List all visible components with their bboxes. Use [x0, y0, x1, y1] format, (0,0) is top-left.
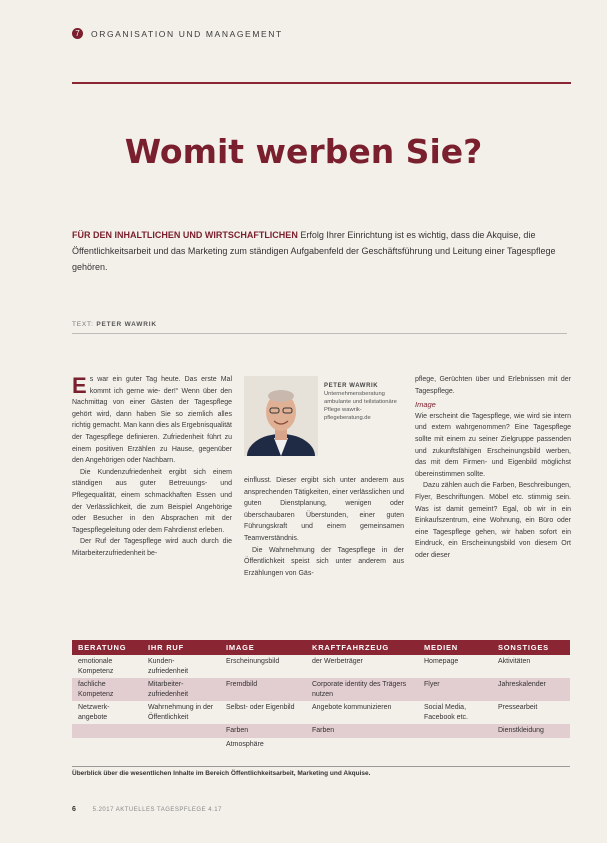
- table-header-cell: BERATUNG: [72, 640, 142, 655]
- issue-info: 5.2017 AKTUELLES TAGESPFLEGE 4.17: [92, 807, 222, 813]
- table-cell: [72, 724, 142, 738]
- table-cell: Aktivitäten: [498, 658, 531, 665]
- body-column-1: [72, 374, 232, 560]
- table-header-row: [72, 640, 570, 655]
- author-name: PETER WAWRIK: [96, 321, 157, 328]
- overview-table: [72, 640, 570, 751]
- table-caption: Überblick über die wesentlichen Inhalte im Bereich Öffentlichkeitsarbeit, Marketing und Akquise.: [72, 770, 371, 777]
- page-number: 6: [72, 806, 77, 813]
- author-photo: [244, 376, 318, 456]
- body-column-3: [415, 374, 571, 562]
- table-cell: Jahreskalender: [492, 678, 570, 701]
- table-cell: [142, 738, 220, 752]
- table-row: [72, 701, 570, 724]
- author-line: [72, 321, 157, 328]
- lead-kicker: FÜR DEN INHALTLICHEN UND WIRTSCHAFTLICHEN: [72, 230, 298, 240]
- paragraph: s war ein guter Tag heute. Das erste Mal kommt ich gerne wie- der!“ Wenn über den Nachmittag von einer Gästen der Tagespflege gehört wird, dann haben Sie so ziemlich alles richtig gemacht. Man kann dies als Ergebnisqualität der Tagespflege definieren. Zufriedenheit führt zu einem positiven Erzählen zu Hause, gegenüber den Angehörigen oder Nachbarn.: [72, 376, 232, 465]
- table-cell: der Werbeträger: [312, 658, 363, 665]
- table-cell: Corporate identity des Trägers nutzen: [306, 678, 418, 701]
- caption-rule: [72, 766, 570, 767]
- table-cell: emotionale Kompetenz: [78, 658, 114, 675]
- lead-text: Erfolg Ihrer Einrichtung ist es wichtig, dass die Akquise, die Öffentlichkeitsarbeit und das Marketing zum ständigen Aufgabenfeld der Geschäftsführung und Leitung einer Tagespflege gehören.: [72, 230, 556, 272]
- table-cell: Dienstkleidung: [492, 724, 570, 738]
- table-row: [72, 724, 570, 738]
- table-cell: Kunden- zufriedenheit: [148, 658, 189, 675]
- author-bio: [324, 382, 404, 422]
- table-cell: Farben: [306, 724, 418, 738]
- paragraph: einflusst. Dieser ergibt sich unter anderem aus ansprechenden Tätigkeiten, einer verlässlichen und guten Dienstplanung, wenigen oder überschaubaren Überstunden, einer guten Führungskraft und einem gemeinsamen Teamverständnis.: [244, 477, 404, 542]
- table-cell: Angebote kommunizieren: [312, 704, 392, 711]
- table-cell: [306, 738, 418, 752]
- table-cell: [418, 738, 492, 752]
- table-row: [72, 678, 570, 701]
- table-cell: fachliche Kompetenz: [72, 678, 142, 701]
- table-header-cell: SONSTIGES: [492, 640, 570, 655]
- table-cell: [492, 738, 570, 752]
- table-header-cell: IHR RUF: [142, 640, 220, 655]
- paragraph: Die Kundenzufriedenheit ergibt sich einem ständigen aus guter Betreuungs- und Pflegequalität, einem schmackhaften Essen und der Verlässlichkeit, die zum Beispiel Angehörige oder Besucher in den Absprachen mit der Tagespflegeleitung oder dem Fahrdienst erleben.: [72, 468, 232, 534]
- table-cell: Flyer: [418, 678, 492, 701]
- author-rule: [72, 333, 567, 334]
- table-row: [72, 655, 570, 678]
- paragraph: Die Wahrnehmung der Tagespflege in der Öffentlichkeit speist sich unter anderem aus Erzählungen von Gäs-: [244, 546, 404, 577]
- table-cell: Wahrnehmung in der Öffentlichkeit: [148, 704, 214, 721]
- table-header-cell: KRAFTFAHRZEUG: [306, 640, 418, 655]
- bio-text: Unternehmensberatung ambulante und teilstationäre Pflege wawrik-pflegeberatung.de: [324, 391, 397, 421]
- paragraph: Der Ruf der Tagespflege wird auch durch die Mitarbeiterzufriedenheit be-: [72, 538, 232, 557]
- page-footer: [72, 806, 222, 813]
- subheading-image: Image: [415, 400, 436, 410]
- table-row: [72, 738, 570, 752]
- article-title: Womit werben Sie?: [124, 132, 483, 171]
- paragraph: Dazu zählen auch die Farben, Beschreibungen, Flyer, Beschriftungen. Möbel etc. stimmig sein. Was ist damit gemeint? Egal, ob wir in ein Einkaufszentrum, eine Wohnung, ein Büro oder eine Tagespflege gehen, wir haben sofort ein Eindruck, ein Erscheinungsbild von diesem Ort oder dieser: [415, 482, 571, 559]
- table-cell: [142, 724, 220, 738]
- drop-cap: E: [72, 373, 87, 398]
- table-cell: Mitarbeiter- zufriedenheit: [142, 678, 220, 701]
- paragraph: pflege, Gerüchten über und Erlebnissen mit der Tagespflege.: [415, 376, 571, 395]
- table-cell: Erscheinungsbild: [226, 658, 280, 665]
- paragraph: Wie erscheint die Tagespflege, wie wird sie intern und extern wahrgenommen? Eine Tagespflege sollte mit einem zu seiner Zielgruppe passenden und zukunftsfähigen Erscheinungsbild werben, das mit dem Firmen- und Eigenbild möglichst übereinstimmen sollte.: [415, 412, 571, 478]
- top-rule: [72, 82, 571, 84]
- table-cell: Atmosphäre: [226, 740, 264, 748]
- bio-name: PETER WAWRIK: [324, 383, 379, 389]
- article-lead: [72, 227, 567, 275]
- table-header-cell: IMAGE: [220, 640, 306, 655]
- table-cell: Netzwerk- angebote: [78, 704, 110, 721]
- section-badge: 7: [72, 28, 83, 39]
- table-header-cell: MEDIEN: [418, 640, 492, 655]
- table-cell: Farben: [220, 724, 306, 738]
- section-title: ORGANISATION UND MANAGEMENT: [91, 28, 283, 39]
- table-cell: Pressearbeit: [498, 704, 538, 711]
- table-cell: Social Media, Facebook etc.: [424, 704, 468, 721]
- body-column-2: [244, 475, 404, 579]
- table-cell: Fremdbild: [220, 678, 306, 701]
- table-cell: [72, 738, 142, 752]
- table-cell: Homepage: [424, 658, 459, 665]
- table-cell: [418, 724, 492, 738]
- author-portrait-box: [244, 376, 404, 456]
- section-header: [72, 28, 283, 39]
- table-cell: Selbst- oder Eigenbild: [226, 704, 295, 711]
- author-prefix: TEXT:: [72, 321, 94, 328]
